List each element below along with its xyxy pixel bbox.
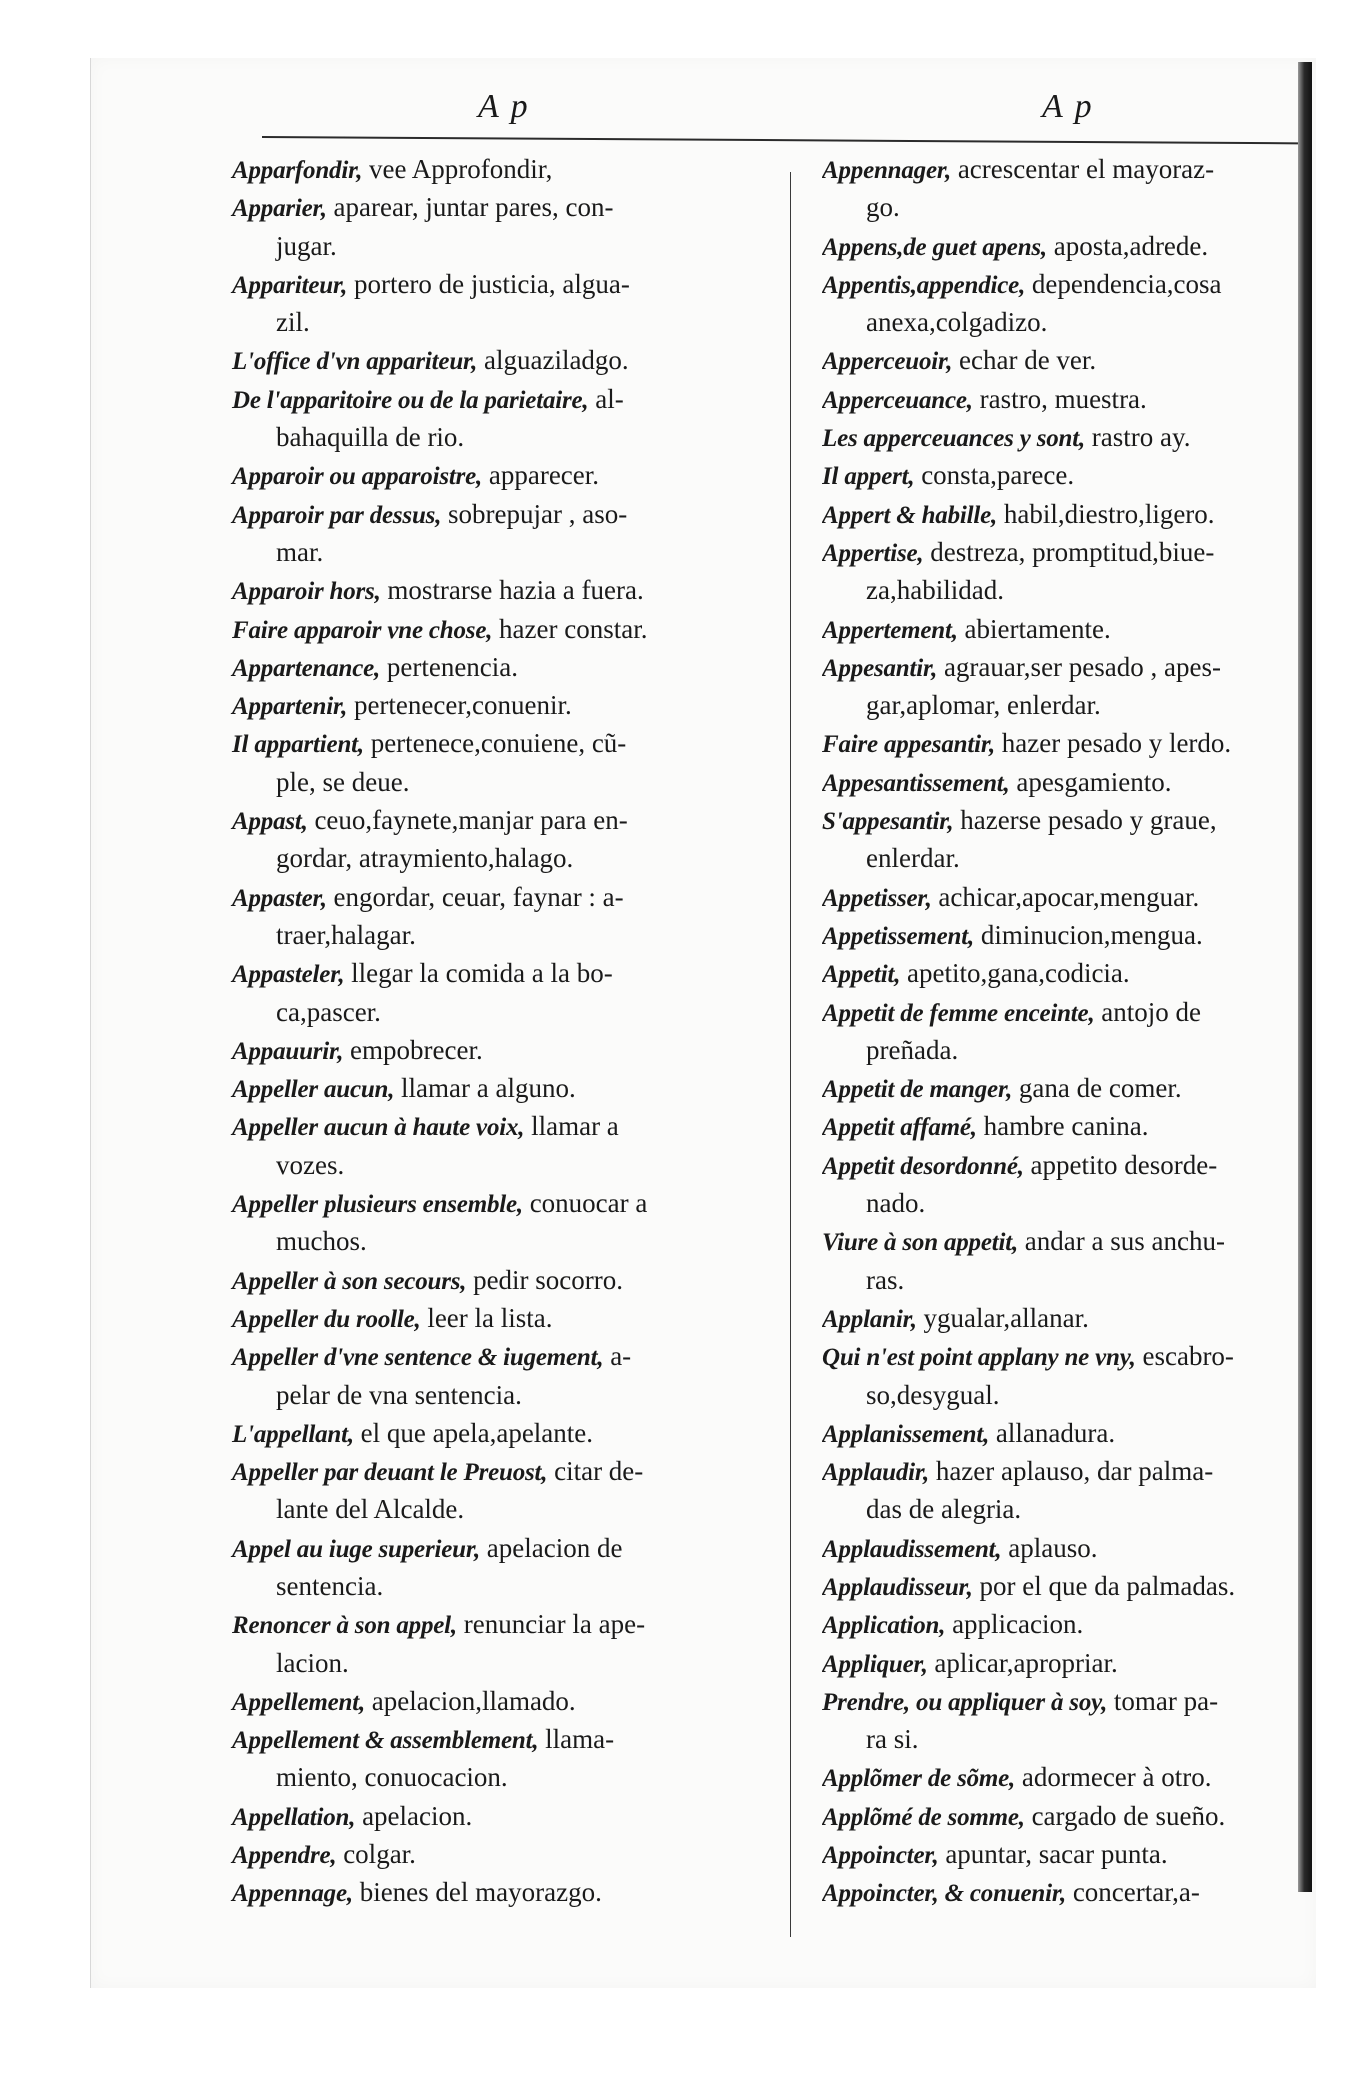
entry-definition: rastro ay.	[1091, 422, 1191, 453]
entry-headword: L'office d'vn appariteur,	[232, 348, 478, 376]
entry-definition: go.	[866, 192, 900, 223]
entry-headword: Applaudissement,	[822, 1535, 1002, 1563]
entry-headword: Appast,	[232, 808, 308, 836]
dictionary-entry-line	[232, 495, 780, 533]
entry-definition: ceuo,faynete,manjar para en-	[314, 805, 628, 836]
dictionary-continuation-line	[232, 1222, 780, 1260]
entry-definition: antojo de	[1101, 996, 1201, 1027]
dictionary-continuation-line	[232, 839, 780, 877]
entry-definition: concertar,a-	[1072, 1877, 1200, 1908]
entry-definition: a-	[610, 1341, 632, 1372]
dictionary-entry-line	[822, 916, 1298, 954]
entry-definition: mostrarse hazia a fuera.	[387, 575, 644, 606]
dictionary-entry-line	[822, 227, 1298, 265]
entry-headword: Faire apparoir vne chose,	[232, 616, 493, 644]
entry-headword: Appertise,	[822, 539, 924, 567]
dictionary-entry-line	[822, 1682, 1298, 1720]
entry-definition: destreza, promptitud,biue-	[930, 536, 1215, 567]
entry-definition: por el que da palmadas.	[979, 1570, 1236, 1601]
dictionary-entry-line	[822, 763, 1298, 801]
dictionary-entry-line	[822, 993, 1298, 1031]
entry-definition: lante del Alcalde.	[276, 1494, 465, 1525]
entry-definition: muchos.	[276, 1226, 367, 1257]
entry-definition: apelacion.	[362, 1800, 473, 1831]
dictionary-entry-line	[822, 265, 1298, 303]
dictionary-entry-line	[822, 380, 1298, 418]
dictionary-entry-line	[232, 1069, 780, 1107]
entry-headword: Appetit desordonné,	[822, 1152, 1024, 1180]
entry-definition: engordar, ceuar, faynar : a-	[333, 881, 624, 912]
entry-definition: dependencia,cosa	[1031, 268, 1222, 299]
dictionary-continuation-line	[232, 1146, 780, 1184]
entry-headword: Apparfondir,	[232, 157, 363, 184]
entry-headword: Apparier,	[232, 195, 327, 223]
dictionary-entry-line	[822, 1835, 1298, 1873]
dictionary-entry-line	[232, 1184, 780, 1222]
entry-headword: Appellation,	[232, 1803, 356, 1831]
dictionary-entry-line	[822, 1529, 1298, 1567]
dictionary-entry-line	[232, 456, 780, 494]
entry-definition: za,habilidad.	[866, 575, 1004, 606]
entry-definition: empobrecer.	[350, 1034, 483, 1065]
entry-definition: appetito desorde-	[1030, 1149, 1218, 1180]
dictionary-continuation-line	[232, 227, 780, 265]
entry-headword: Faire appesantir,	[822, 731, 996, 759]
entry-headword: Applõmé de somme,	[822, 1803, 1025, 1831]
dictionary-entry-line	[232, 1414, 780, 1452]
entry-headword: Appens,de guet apens,	[822, 233, 1047, 261]
entry-headword: Il appartient,	[232, 731, 364, 759]
entry-definition: hazer aplauso, dar palma-	[935, 1456, 1214, 1487]
entry-headword: Applanissement,	[822, 1420, 990, 1448]
entry-definition: hambre canina.	[983, 1111, 1149, 1142]
dictionary-entry-line	[232, 1797, 780, 1835]
entry-definition: acrescentar el mayoraz-	[957, 154, 1215, 184]
entry-definition: pelar de vna sentencia.	[276, 1379, 522, 1410]
entry-headword: Appeller aucun à haute voix,	[232, 1114, 525, 1142]
dictionary-entry-line	[232, 188, 780, 226]
entry-definition: so,desygual.	[866, 1379, 1000, 1410]
dictionary-continuation-line	[822, 188, 1298, 226]
dictionary-continuation-line	[232, 916, 780, 954]
entry-definition: gar,aplomar, enlerdar.	[866, 690, 1101, 721]
entry-headword: Appel au iuge superieur,	[232, 1535, 481, 1563]
entry-headword: Application,	[822, 1612, 946, 1640]
entry-headword: Apparoir hors,	[232, 578, 381, 606]
entry-headword: Appellement,	[232, 1688, 366, 1716]
dictionary-entry-line	[232, 954, 780, 992]
dictionary-entry-line	[822, 150, 1298, 188]
entry-headword: Qui n'est point applany ne vny,	[822, 1344, 1136, 1372]
entry-headword: Appesantir,	[822, 654, 938, 682]
entry-headword: Appellement & assemblement,	[232, 1727, 539, 1755]
entry-headword: Appetit affamé,	[822, 1114, 977, 1142]
entry-definition: gordar, atraymiento,halago.	[276, 843, 574, 874]
dictionary-entry-line	[232, 380, 780, 418]
dictionary-entry-line	[232, 150, 780, 188]
entry-headword: Appetissement,	[822, 922, 975, 950]
entry-definition: llama-	[545, 1724, 615, 1755]
entry-definition: citar de-	[554, 1456, 644, 1487]
dictionary-entry-line	[822, 1644, 1298, 1682]
dictionary-entry-line	[822, 1452, 1298, 1490]
dictionary-entry-line	[822, 878, 1298, 916]
entry-headword: Applaudisseur,	[822, 1573, 973, 1601]
dictionary-entry-line	[822, 1337, 1298, 1375]
entry-definition: hazer constar.	[499, 613, 648, 644]
entry-definition: ras.	[866, 1264, 905, 1295]
dictionary-continuation-line	[232, 1758, 780, 1796]
entry-definition: aposta,adrede.	[1053, 230, 1209, 261]
entry-definition: colgar.	[343, 1839, 416, 1870]
entry-definition: hazer pesado y lerdo.	[1001, 728, 1232, 759]
dictionary-entry-line	[232, 1031, 780, 1069]
entry-headword: Appennage,	[232, 1880, 353, 1908]
dictionary-entry-line	[822, 1299, 1298, 1337]
entry-definition: abiertamente.	[964, 613, 1111, 644]
dictionary-entry-line	[232, 265, 780, 303]
entry-headword: Appert & habille,	[822, 501, 998, 529]
entry-definition: echar de ver.	[959, 345, 1097, 376]
entry-headword: Applõmer de sõme,	[822, 1765, 1016, 1793]
entry-definition: das de alegria.	[866, 1494, 1022, 1525]
dictionary-entry-line	[822, 1758, 1298, 1796]
entry-headword: Prendre, ou appliquer à soy,	[822, 1688, 1108, 1716]
entry-definition: apparecer.	[488, 460, 600, 491]
entry-definition: pedir socorro.	[473, 1264, 624, 1295]
entry-headword: De l'apparitoire ou de la parietaire,	[232, 386, 589, 414]
dictionary-continuation-line	[822, 1490, 1298, 1528]
entry-headword: L'appellant,	[232, 1420, 354, 1448]
entry-definition: ple, se deue.	[276, 766, 410, 797]
dictionary-entry-line	[232, 1107, 780, 1145]
entry-headword: Appesantissement,	[822, 769, 1010, 797]
entry-definition: habil,diestro,ligero.	[1003, 498, 1215, 529]
dictionary-entry-line	[232, 1452, 780, 1490]
dictionary-entry-line	[232, 1682, 780, 1720]
entry-headword: Renoncer à son appel,	[232, 1612, 457, 1640]
entry-definition: pertenece,conuiene, cũ-	[370, 728, 627, 759]
running-head-right: A p	[1042, 88, 1094, 125]
dictionary-entry-line	[822, 418, 1298, 456]
entry-definition: bienes del mayorazgo.	[359, 1877, 602, 1908]
entry-definition: llegar la comida a la bo-	[351, 958, 613, 989]
entry-definition: renunciar la ape-	[463, 1609, 646, 1640]
entry-definition: apelacion,llamado.	[371, 1685, 576, 1716]
entry-definition: miento, conuocacion.	[276, 1762, 508, 1793]
entry-headword: Apparoir par dessus,	[232, 501, 442, 529]
dictionary-entry-line	[822, 1222, 1298, 1260]
dictionary-continuation-line	[822, 686, 1298, 724]
dictionary-entry-line	[822, 1873, 1298, 1911]
dictionary-entry-line	[822, 648, 1298, 686]
entry-headword: Appeller par deuant le Preuost,	[232, 1459, 548, 1487]
dictionary-entry-line	[822, 610, 1298, 648]
dictionary-entry-line	[232, 724, 780, 762]
entry-definition: bahaquilla de rio.	[276, 422, 465, 453]
entry-headword: Apparoir ou apparoistre,	[232, 463, 483, 491]
dictionary-entry-line	[822, 724, 1298, 762]
dictionary-entry-line	[232, 1720, 780, 1758]
entry-definition: enlerdar.	[866, 843, 960, 874]
entry-definition: sobrepujar , aso-	[448, 498, 628, 529]
entry-definition: aplauso.	[1008, 1532, 1098, 1563]
entry-definition: llamar a	[531, 1111, 619, 1142]
dictionary-continuation-line	[232, 303, 780, 341]
entry-headword: Appennager,	[822, 157, 952, 184]
entry-definition: apelacion de	[486, 1532, 623, 1563]
entry-headword: Il appert,	[822, 463, 915, 491]
entry-definition: ra si.	[866, 1724, 919, 1755]
entry-definition: portero de justicia, algua-	[353, 268, 630, 299]
entry-definition: ygualar,allanar.	[923, 1302, 1089, 1333]
entry-headword: Appoincter, & conuenir,	[822, 1880, 1067, 1908]
entry-definition: apuntar, sacar punta.	[945, 1839, 1168, 1870]
entry-headword: Appoincter,	[822, 1842, 939, 1870]
column-divider	[790, 172, 791, 1937]
entry-headword: Applaudir,	[822, 1459, 930, 1487]
dictionary-entry-line	[822, 456, 1298, 494]
dictionary-entry-line	[822, 1605, 1298, 1643]
dictionary-continuation-line	[822, 1031, 1298, 1069]
dictionary-continuation-line	[822, 303, 1298, 341]
entry-definition: el que apela,apelante.	[360, 1417, 594, 1448]
dictionary-continuation-line	[822, 1376, 1298, 1414]
entry-definition: aparear, juntar pares, con-	[333, 192, 614, 223]
dictionary-entry-line	[822, 1797, 1298, 1835]
entry-headword: Appasteler,	[232, 961, 345, 989]
dictionary-entry-line	[822, 954, 1298, 992]
entry-headword: Applanir,	[822, 1305, 917, 1333]
entry-definition: applicacion.	[952, 1609, 1084, 1640]
dictionary-continuation-line	[822, 571, 1298, 609]
entry-definition: sentencia.	[276, 1570, 384, 1601]
entry-headword: Appendre,	[232, 1842, 337, 1870]
dictionary-entry-line	[232, 1299, 780, 1337]
entry-definition: al-	[595, 383, 624, 414]
entry-definition: vozes.	[276, 1149, 345, 1180]
dictionary-continuation-line	[822, 1261, 1298, 1299]
entry-definition: escabro-	[1142, 1341, 1234, 1372]
dictionary-entry-line	[232, 1873, 780, 1911]
dictionary-entry-line	[232, 1605, 780, 1643]
entry-definition: anexa,colgadizo.	[866, 307, 1048, 338]
entry-definition: lacion.	[276, 1647, 349, 1678]
dictionary-continuation-line	[232, 763, 780, 801]
dictionary-entry-line	[822, 801, 1298, 839]
entry-headword: Appeller d'vne sentence & iugement,	[232, 1344, 604, 1372]
entry-definition: nado.	[866, 1188, 926, 1219]
dictionary-entry-line	[822, 1567, 1298, 1605]
dictionary-continuation-line	[822, 839, 1298, 877]
entry-definition: andar a sus anchu-	[1024, 1226, 1225, 1257]
entry-definition: ca,pascer.	[276, 996, 381, 1027]
entry-headword: Appentis,appendice,	[822, 271, 1026, 299]
dictionary-continuation-line	[232, 993, 780, 1031]
entry-headword: Appeller plusieurs ensemble,	[232, 1191, 523, 1219]
dictionary-entry-line	[232, 801, 780, 839]
entry-definition: preñada.	[866, 1034, 959, 1065]
entry-definition: pertenencia.	[386, 651, 519, 682]
entry-definition: adormecer à otro.	[1021, 1762, 1212, 1793]
dictionary-entry-line	[232, 1261, 780, 1299]
dictionary-entry-line	[822, 533, 1298, 571]
running-head-left: A p	[478, 88, 530, 125]
entry-definition: aplicar,apropriar.	[934, 1647, 1118, 1678]
entry-headword: Appartenance,	[232, 654, 381, 682]
entry-definition: llamar a alguno.	[401, 1073, 576, 1104]
entry-headword: Appeller du roolle,	[232, 1305, 421, 1333]
dictionary-entry-line	[232, 878, 780, 916]
entry-headword: Appliquer,	[822, 1650, 928, 1678]
entry-definition: traer,halagar.	[276, 919, 416, 950]
dictionary-entry-line	[232, 1337, 780, 1375]
entry-headword: Appetit,	[822, 961, 901, 989]
dictionary-entry-line	[822, 495, 1298, 533]
entry-headword: Appetit de manger,	[822, 1076, 1013, 1104]
dictionary-entry-line	[232, 341, 780, 379]
entry-definition: rastro, muestra.	[979, 383, 1147, 414]
dictionary-entry-line	[822, 341, 1298, 379]
entry-definition: agrauar,ser pesado , apes-	[943, 651, 1221, 682]
entry-definition: apetito,gana,codicia.	[907, 958, 1130, 989]
entry-headword: Apperceuoir,	[822, 348, 953, 376]
entry-definition: achicar,apocar,menguar.	[938, 881, 1200, 912]
entry-headword: Appetit de femme enceinte,	[822, 999, 1095, 1027]
dictionary-entry-line	[232, 686, 780, 724]
entry-definition: hazerse pesado y graue,	[960, 805, 1217, 836]
entry-definition: jugar.	[276, 230, 337, 261]
dictionary-continuation-line	[232, 533, 780, 571]
entry-definition: apesgamiento.	[1016, 766, 1172, 797]
entry-definition: leer la lista.	[427, 1302, 553, 1333]
entry-headword: Appeller à son secours,	[232, 1267, 467, 1295]
entry-headword: Viure à son appetit,	[822, 1229, 1019, 1257]
dictionary-entry-line	[232, 1529, 780, 1567]
entry-definition: vee Approfondir,	[369, 154, 553, 184]
book-spine-edge	[1298, 62, 1312, 1892]
entry-definition: mar.	[276, 536, 324, 567]
dictionary-entry-line	[822, 1146, 1298, 1184]
entry-headword: Appeller aucun,	[232, 1076, 395, 1104]
entry-definition: allanadura.	[995, 1417, 1116, 1448]
entry-definition: cargado de sueño.	[1031, 1800, 1226, 1831]
entry-headword: S'appesantir,	[822, 808, 954, 836]
dictionary-continuation-line	[822, 1720, 1298, 1758]
entry-definition: conuocar a	[529, 1188, 648, 1219]
dictionary-continuation-line	[232, 1490, 780, 1528]
dictionary-entry-line	[822, 1107, 1298, 1145]
dictionary-continuation-line	[232, 1376, 780, 1414]
entry-definition: tomar pa-	[1113, 1685, 1219, 1716]
dictionary-entry-line	[822, 1414, 1298, 1452]
dictionary-entry-line	[232, 648, 780, 686]
entry-definition: alguaziladgo.	[483, 345, 629, 376]
entry-definition: pertenecer,conuenir.	[353, 690, 572, 721]
dictionary-entry-line	[232, 610, 780, 648]
entry-headword: Appertement,	[822, 616, 958, 644]
dictionary-continuation-line	[232, 1644, 780, 1682]
dictionary-continuation-line	[822, 1184, 1298, 1222]
dictionary-continuation-line	[232, 1567, 780, 1605]
dictionary-entry-line	[232, 1835, 780, 1873]
entry-definition: diminucion,mengua.	[980, 919, 1203, 950]
entry-headword: Appauurir,	[232, 1037, 344, 1065]
entry-headword: Appetisser,	[822, 884, 932, 912]
dictionary-continuation-line	[232, 418, 780, 456]
entry-definition: zil.	[276, 307, 310, 338]
dictionary-entry-line	[822, 1069, 1298, 1107]
entry-definition: gana de comer.	[1018, 1073, 1182, 1104]
entry-headword: Appariteur,	[232, 271, 348, 299]
right-column	[822, 150, 1298, 1912]
dictionary-entry-line	[232, 571, 780, 609]
entry-headword: Appaster,	[232, 884, 327, 912]
entry-definition: consta,parece.	[921, 460, 1075, 491]
entry-headword: Appartenir,	[232, 693, 348, 721]
left-column	[232, 150, 780, 1912]
entry-headword: Les apperceuances y sont,	[822, 425, 1086, 453]
entry-headword: Apperceuance,	[822, 386, 973, 414]
